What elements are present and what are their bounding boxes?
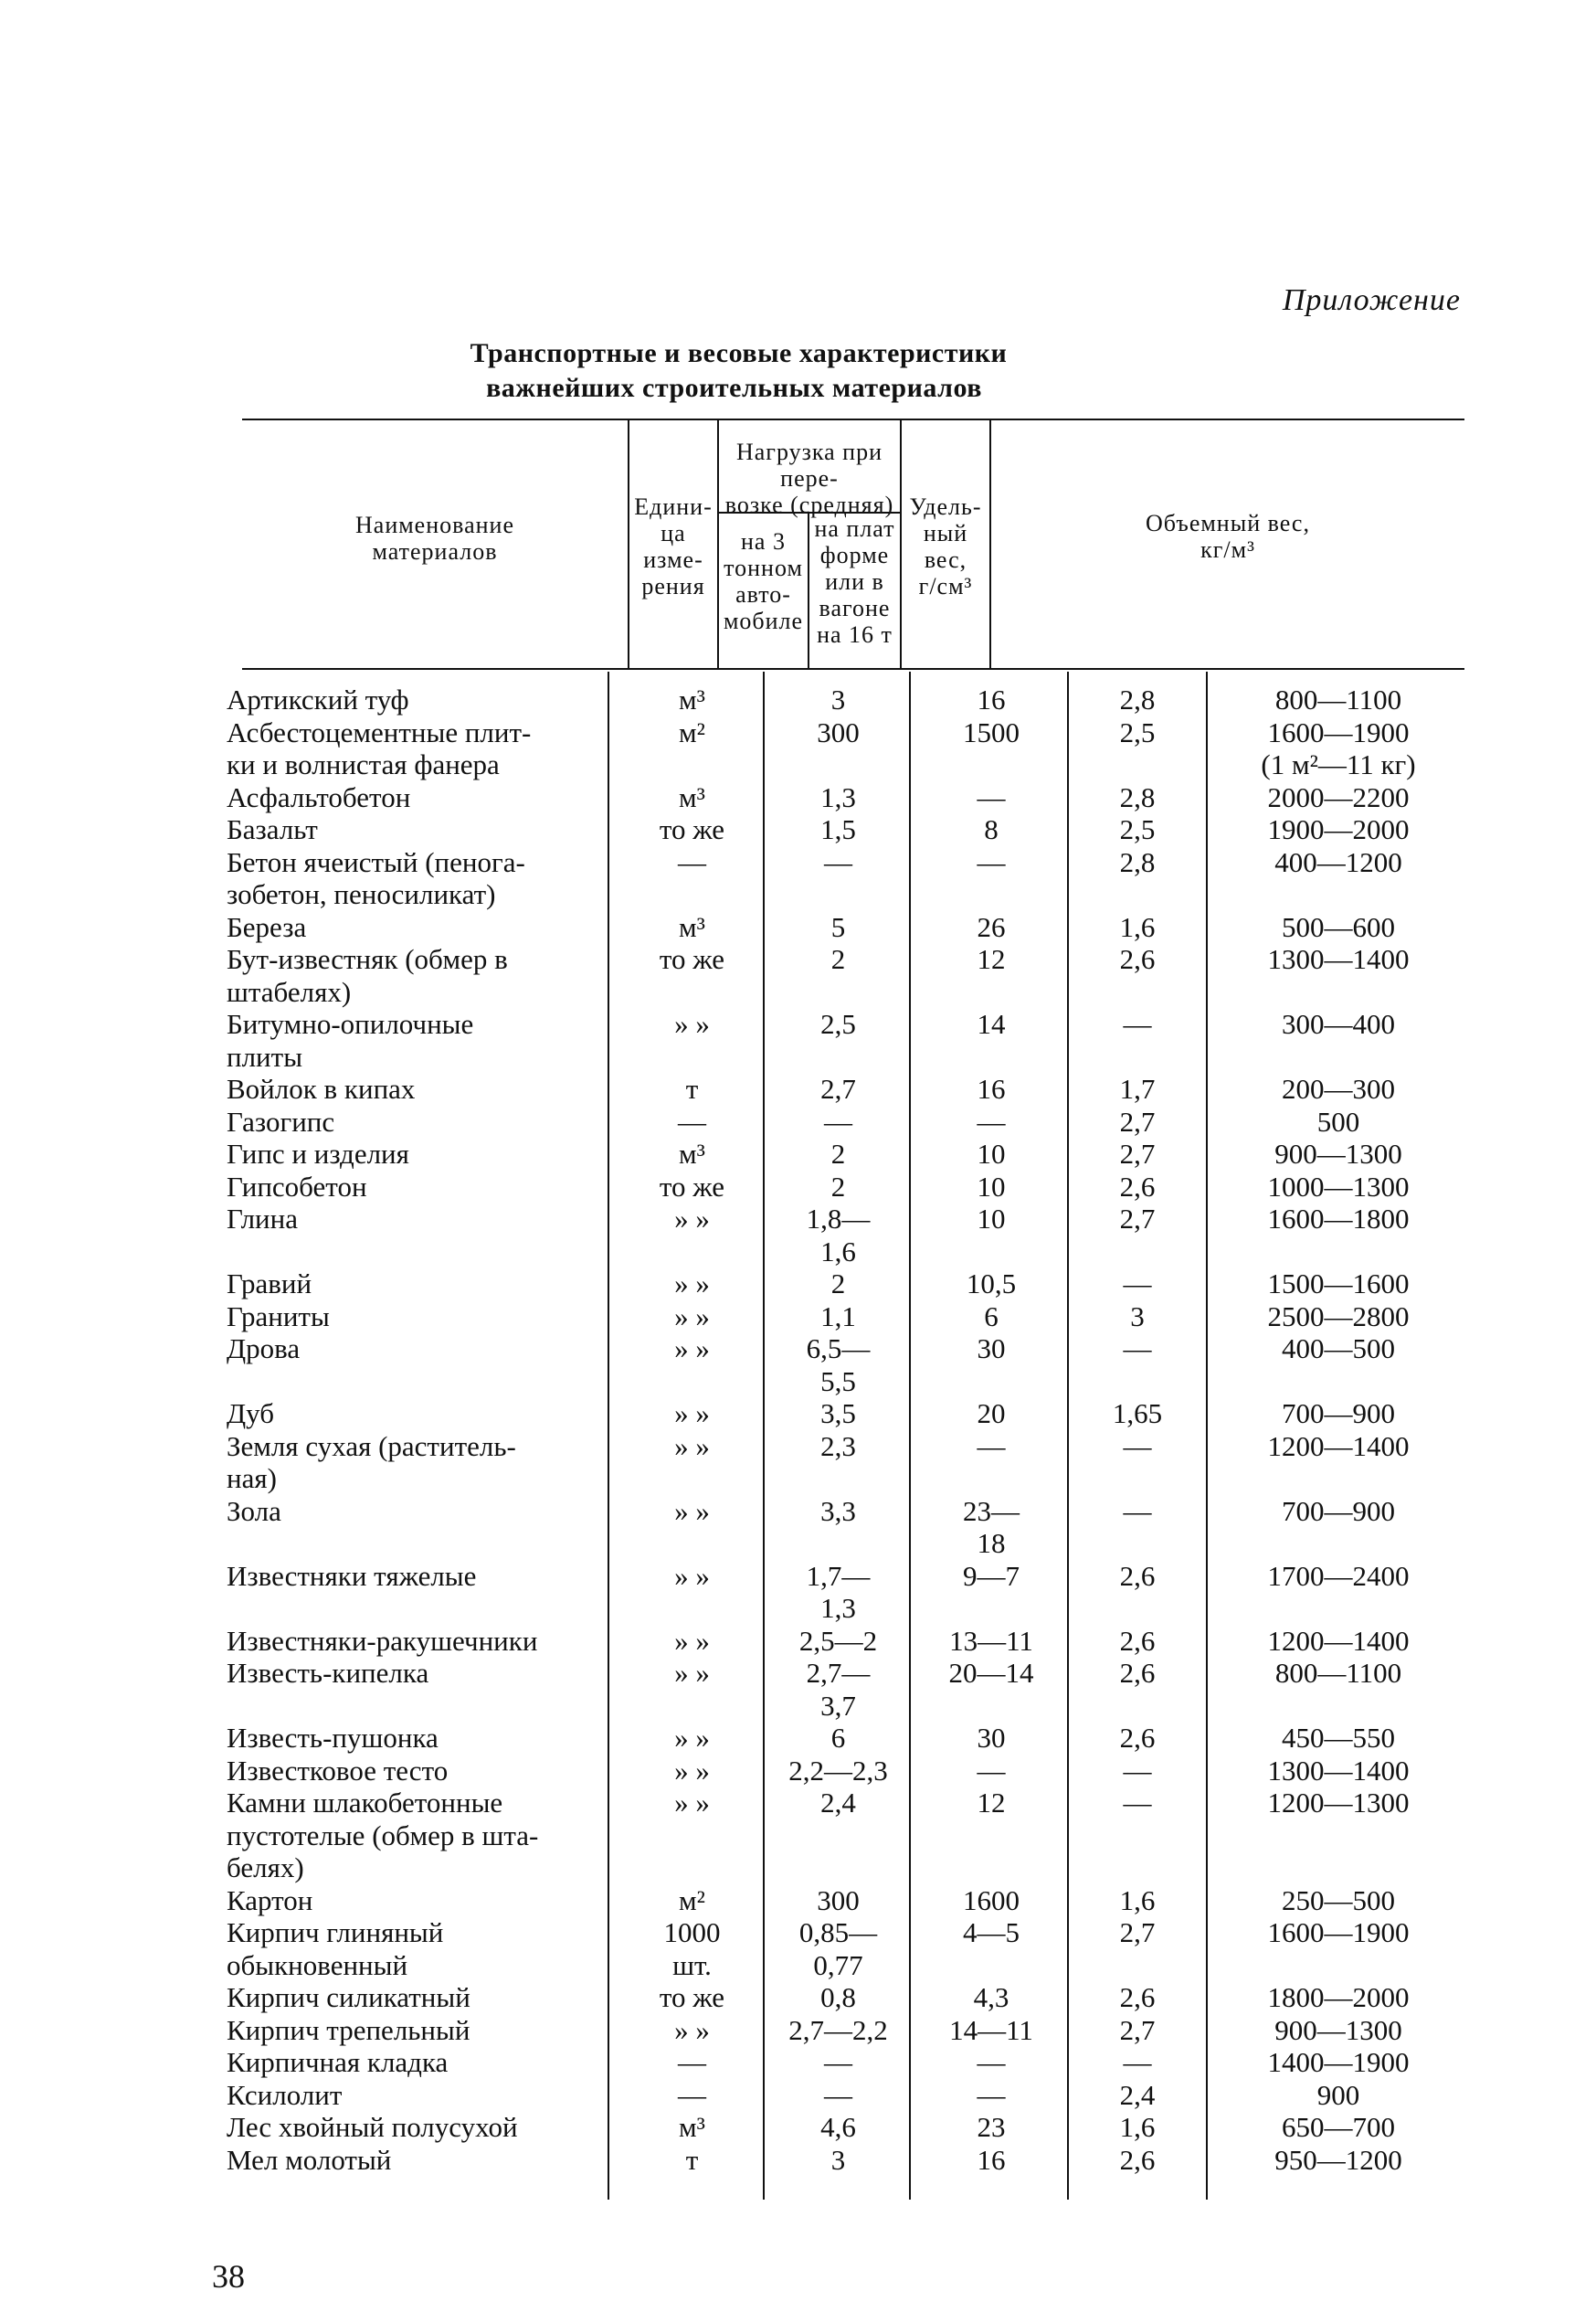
- cell-name: Артикский туф: [227, 684, 409, 716]
- cell-unit: —: [678, 2046, 706, 2078]
- cell-unit: » »: [674, 1332, 710, 1364]
- cell-vw: 650—700: [1282, 2111, 1395, 2143]
- cell-vw: 900: [1316, 2078, 1360, 2111]
- cell-t16: 23: [977, 2111, 1006, 2143]
- cell-vw: 1700—2400: [1267, 1559, 1410, 1592]
- cell-vw: 1300—1400: [1267, 943, 1410, 975]
- cell-name: Битумно-опилочные плиты: [227, 1008, 474, 1073]
- cell-unit: т: [685, 2143, 699, 2176]
- cell-spw: —: [1123, 1494, 1152, 1527]
- cell-t3: 2,5: [820, 1008, 856, 1040]
- cell-vw: 800—1100: [1274, 1657, 1402, 1689]
- column-divider: [763, 672, 765, 2200]
- cell-name: Войлок в кипах: [227, 1073, 416, 1105]
- cell-spw: 2,7: [1119, 2013, 1156, 2046]
- cell-unit: » »: [674, 1559, 710, 1592]
- cell-spw: —: [1123, 2046, 1152, 2078]
- cell-t16: 30: [977, 1332, 1006, 1364]
- cell-spw: 2,8: [1119, 780, 1156, 813]
- cell-spw: —: [1123, 1267, 1152, 1299]
- cell-t3: 2,7— 3,7: [806, 1657, 871, 1722]
- column-divider: [909, 672, 911, 2200]
- cell-t16: 16: [977, 2143, 1006, 2176]
- cell-t3: 2: [830, 1170, 846, 1203]
- cell-t16: 4—5: [963, 1916, 1020, 1948]
- cell-t16: 10: [977, 1138, 1006, 1170]
- cell-spw: 1,6: [1119, 2111, 1156, 2143]
- cell-t16: 1600: [963, 1883, 1020, 1916]
- cell-t3: 2: [830, 1138, 846, 1170]
- cell-vw: 700—900: [1282, 1494, 1395, 1527]
- cell-spw: 2,5: [1119, 813, 1156, 845]
- cell-unit: м³: [679, 1138, 705, 1170]
- cell-spw: 2,6: [1119, 1559, 1156, 1592]
- cell-t16: 8: [984, 813, 999, 845]
- cell-spw: 2,6: [1119, 1657, 1156, 1689]
- cell-t3: 1,3: [820, 780, 856, 813]
- cell-spw: 1,7: [1119, 1073, 1156, 1105]
- cell-unit: » »: [674, 1429, 710, 1462]
- cell-unit: » »: [674, 1397, 710, 1429]
- cell-unit: м²: [679, 1883, 705, 1916]
- cell-vw: 1200—1300: [1267, 1787, 1410, 1819]
- cell-t16: 13—11: [949, 1624, 1033, 1657]
- cell-t3: 2,5—2: [798, 1624, 878, 1657]
- cell-vw: 300—400: [1282, 1008, 1395, 1040]
- cell-t16: 10: [977, 1203, 1006, 1235]
- cell-vw: 700—900: [1282, 1397, 1395, 1429]
- cell-name: Базальт: [227, 813, 318, 845]
- header-volume-weight: Объемный вес, кг/м³: [1146, 510, 1310, 563]
- cell-name: Земля сухая (раститель- ная): [227, 1429, 516, 1494]
- cell-t16: —: [977, 1429, 1006, 1462]
- cell-vw: 800—1100: [1274, 684, 1402, 716]
- cell-t3: 2,7: [820, 1073, 856, 1105]
- cell-t16: 30: [977, 1722, 1006, 1754]
- cell-t3: 300: [817, 716, 860, 748]
- cell-spw: 3: [1130, 1299, 1145, 1332]
- cell-unit: то же: [659, 943, 725, 975]
- cell-t3: 1,1: [820, 1299, 856, 1332]
- header-load-platform: на плат форме или в вагоне на 16 т: [814, 515, 895, 648]
- cell-vw: 950—1200: [1274, 2143, 1402, 2176]
- cell-name: Граниты: [227, 1299, 330, 1332]
- cell-unit: » »: [674, 1754, 710, 1787]
- cell-t16: 1500: [963, 716, 1020, 748]
- cell-unit: то же: [659, 1170, 725, 1203]
- cell-vw: 500—600: [1282, 910, 1395, 943]
- cell-vw: 900—1300: [1274, 1138, 1402, 1170]
- cell-name: Гипс и изделия: [227, 1138, 409, 1170]
- cell-unit: » »: [674, 1787, 710, 1819]
- cell-t16: 16: [977, 1073, 1006, 1105]
- cell-t16: —: [977, 1105, 1006, 1138]
- cell-spw: 2,6: [1119, 2143, 1156, 2176]
- cell-spw: —: [1123, 1429, 1152, 1462]
- header-load-group: Нагрузка при пере- возке (средняя): [724, 439, 894, 518]
- cell-name: Асфальтобетон: [227, 780, 411, 813]
- cell-name: Лес хвойный полусухой: [227, 2111, 518, 2143]
- cell-vw: 400—1200: [1274, 845, 1402, 878]
- cell-vw: 1400—1900: [1267, 2046, 1410, 2078]
- cell-name: Бут-известняк (обмер в штабелях): [227, 943, 508, 1008]
- cell-name: Известковое тесто: [227, 1754, 449, 1787]
- cell-vw: 900—1300: [1274, 2013, 1402, 2046]
- cell-spw: 2,5: [1119, 716, 1156, 748]
- cell-spw: 1,6: [1119, 1883, 1156, 1916]
- cell-unit: —: [678, 845, 706, 878]
- cell-spw: 2,6: [1119, 943, 1156, 975]
- cell-spw: 2,7: [1119, 1138, 1156, 1170]
- cell-unit: » »: [674, 1299, 710, 1332]
- cell-name: Гипсобетон: [227, 1170, 367, 1203]
- cell-name: Мел молотый: [227, 2143, 392, 2176]
- cell-unit: м³: [679, 2111, 705, 2143]
- cell-name: Кирпичная кладка: [227, 2046, 449, 2078]
- cell-t16: —: [977, 2078, 1006, 2111]
- cell-vw: 1000—1300: [1267, 1170, 1410, 1203]
- cell-t3: 4,6: [820, 2111, 856, 2143]
- cell-spw: —: [1123, 1787, 1152, 1819]
- cell-unit: —: [678, 1105, 706, 1138]
- cell-vw: 1800—2000: [1267, 1981, 1410, 2013]
- cell-t3: —: [824, 2046, 852, 2078]
- cell-t16: 20—14: [948, 1657, 1034, 1689]
- cell-t3: 6: [830, 1722, 846, 1754]
- table-title: [0, 336, 1596, 406]
- cell-t3: 2: [830, 943, 846, 975]
- cell-t3: 300: [817, 1883, 860, 1916]
- cell-name: Известь-кипелка: [227, 1657, 429, 1689]
- cell-t3: 5: [830, 910, 846, 943]
- cell-name: Гравий: [227, 1267, 312, 1299]
- cell-vw: 1600—1900: [1267, 1916, 1410, 1948]
- cell-name: Известняки тяжелые: [227, 1559, 477, 1592]
- cell-t3: 1,7— 1,3: [806, 1559, 871, 1624]
- cell-unit: м³: [679, 780, 705, 813]
- cell-vw: 400—500: [1282, 1332, 1395, 1364]
- cell-vw: 2500—2800: [1267, 1299, 1410, 1332]
- cell-t16: —: [977, 780, 1006, 813]
- cell-vw: 1300—1400: [1267, 1754, 1410, 1787]
- cell-vw: 500: [1316, 1105, 1360, 1138]
- cell-t16: 16: [977, 684, 1006, 716]
- cell-spw: 2,6: [1119, 1981, 1156, 2013]
- cell-t3: 2: [830, 1267, 846, 1299]
- cell-spw: 2,6: [1119, 1722, 1156, 1754]
- cell-t16: 10: [977, 1170, 1006, 1203]
- cell-name: Береза: [227, 910, 307, 943]
- cell-unit: » »: [674, 1494, 710, 1527]
- cell-unit: » »: [674, 1267, 710, 1299]
- cell-t3: —: [824, 845, 852, 878]
- cell-t16: 10,5: [966, 1267, 1017, 1299]
- cell-t3: —: [824, 2078, 852, 2111]
- header-load-truck: на 3 тонном авто- мобиле: [723, 528, 804, 634]
- cell-name: Известняки-ракушечники: [227, 1624, 538, 1657]
- cell-name: Асбестоцементные плит- ки и волнистая фанера: [227, 716, 532, 780]
- title-line-2: важнейших строительных материалов: [486, 373, 982, 403]
- cell-name: Кирпич трепельный: [227, 2013, 470, 2046]
- cell-t16: 14: [977, 1008, 1006, 1040]
- cell-t3: 2,2—2,3: [788, 1754, 888, 1787]
- cell-t16: —: [977, 845, 1006, 878]
- cell-name: Глина: [227, 1203, 298, 1235]
- table-body: [0, 684, 1596, 2232]
- cell-unit: 1000 шт.: [663, 1916, 721, 1981]
- cell-vw: 200—300: [1282, 1073, 1395, 1105]
- cell-unit: » »: [674, 1722, 710, 1754]
- cell-t3: 6,5— 5,5: [806, 1332, 871, 1397]
- appendix-label: Приложение: [1282, 283, 1461, 317]
- column-divider: [1206, 672, 1208, 2200]
- cell-spw: 1,6: [1119, 910, 1156, 943]
- cell-spw: 2,6: [1119, 1170, 1156, 1203]
- cell-vw: 1900—2000: [1267, 813, 1410, 845]
- cell-t16: —: [977, 1754, 1006, 1787]
- cell-t3: 3: [830, 684, 846, 716]
- cell-t16: 23— 18: [963, 1494, 1020, 1559]
- title-line-1: Транспортные и весовые характеристики: [470, 338, 1008, 368]
- cell-vw: 2000—2200: [1267, 780, 1410, 813]
- cell-spw: —: [1123, 1008, 1152, 1040]
- cell-t3: —: [824, 1105, 852, 1138]
- cell-unit: м³: [679, 684, 705, 716]
- cell-spw: 2,7: [1119, 1105, 1156, 1138]
- cell-t16: —: [977, 2046, 1006, 2078]
- cell-vw: 1200—1400: [1267, 1624, 1410, 1657]
- cell-spw: 2,4: [1119, 2078, 1156, 2111]
- cell-unit: » »: [674, 1624, 710, 1657]
- cell-t3: 3: [830, 2143, 846, 2176]
- cell-t3: 1,8— 1,6: [806, 1203, 871, 1267]
- cell-unit: » »: [674, 2013, 710, 2046]
- cell-t3: 2,7—2,2: [788, 2013, 888, 2046]
- table-header: [242, 419, 1464, 670]
- cell-name: Дрова: [227, 1332, 301, 1364]
- cell-t3: 0,8: [820, 1981, 856, 2013]
- page-number: 38: [212, 2258, 245, 2295]
- cell-spw: 1,65: [1112, 1397, 1163, 1429]
- cell-spw: 2,8: [1119, 684, 1156, 716]
- cell-t3: 1,5: [820, 813, 856, 845]
- cell-unit: » »: [674, 1203, 710, 1235]
- cell-t3: 2,4: [820, 1787, 856, 1819]
- cell-t16: 12: [977, 943, 1006, 975]
- cell-name: Кирпич глиняный обыкновенный: [227, 1916, 444, 1981]
- header-unit: Едини- ца изме- рения: [634, 493, 713, 599]
- cell-t3: 0,85— 0,77: [798, 1916, 878, 1981]
- cell-name: Ксилолит: [227, 2078, 343, 2111]
- cell-t16: 4,3: [973, 1981, 1009, 2013]
- cell-name: Кирпич силикатный: [227, 1981, 470, 2013]
- cell-t16: 9—7: [963, 1559, 1020, 1592]
- cell-name: Камни шлакобетонные пустотелые (обмер в шта- белях): [227, 1787, 539, 1883]
- cell-vw: 1500—1600: [1267, 1267, 1410, 1299]
- cell-name: Картон: [227, 1883, 313, 1916]
- cell-unit: —: [678, 2078, 706, 2111]
- cell-unit: м²: [679, 716, 705, 748]
- cell-t3: 2,3: [820, 1429, 856, 1462]
- cell-unit: м³: [679, 910, 705, 943]
- cell-unit: » »: [674, 1657, 710, 1689]
- cell-name: Зола: [227, 1494, 281, 1527]
- cell-name: Бетон ячеистый (пенога- зобетон, пеносиликат): [227, 845, 525, 910]
- cell-unit: то же: [659, 813, 725, 845]
- cell-spw: 2,7: [1119, 1203, 1156, 1235]
- header-specific-weight: Удель- ный вес, г/см³: [909, 493, 982, 599]
- header-name: Наименование материалов: [355, 512, 514, 565]
- cell-t16: 12: [977, 1787, 1006, 1819]
- cell-name: Газогипс: [227, 1105, 335, 1138]
- cell-vw: 1200—1400: [1267, 1429, 1410, 1462]
- cell-t16: 20: [977, 1397, 1006, 1429]
- cell-vw: 1600—1900 (1 м²—11 кг): [1261, 716, 1416, 780]
- cell-t16: 6: [984, 1299, 999, 1332]
- cell-t16: 26: [977, 910, 1006, 943]
- cell-t3: 3,5: [820, 1397, 856, 1429]
- cell-spw: —: [1123, 1754, 1152, 1787]
- cell-spw: 2,7: [1119, 1916, 1156, 1948]
- cell-vw: 1600—1800: [1267, 1203, 1410, 1235]
- cell-spw: —: [1123, 1332, 1152, 1364]
- cell-unit: то же: [659, 1981, 725, 2013]
- cell-spw: 2,6: [1119, 1624, 1156, 1657]
- cell-unit: » »: [674, 1008, 710, 1040]
- cell-t16: 14—11: [949, 2013, 1033, 2046]
- cell-vw: 250—500: [1282, 1883, 1395, 1916]
- cell-name: Известь-пушонка: [227, 1722, 439, 1754]
- cell-name: Дуб: [227, 1397, 275, 1429]
- cell-t3: 3,3: [820, 1494, 856, 1527]
- cell-spw: 2,8: [1119, 845, 1156, 878]
- cell-vw: 450—550: [1282, 1722, 1395, 1754]
- cell-unit: т: [685, 1073, 699, 1105]
